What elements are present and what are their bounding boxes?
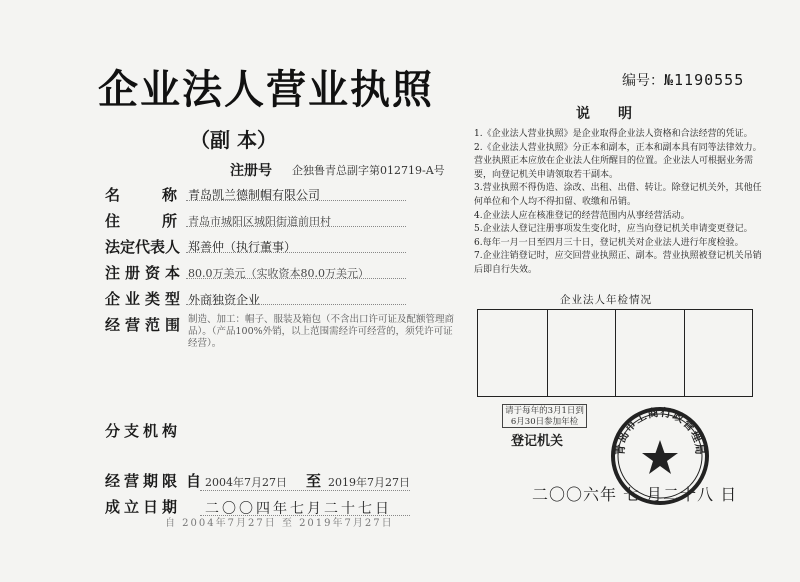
field-label-name: 名称 bbox=[105, 186, 220, 204]
license-title: 企业法人营业执照 bbox=[98, 67, 434, 113]
note-item: 1.《企业法人营业执照》是企业取得企业法人资格和合法经营的凭证。 bbox=[474, 129, 753, 139]
inspection-notice-stamp: 请于每年的3月1日到6月30日参加年检 bbox=[502, 404, 587, 428]
serial-number bbox=[622, 70, 744, 90]
note-item: 2.《企业法人营业执照》分正本和副本，正本和副本具有同等法律效力。营业执照正本应放在企业法人住所醒目的位置。企业法人可根据业务需要，向登记机关申请领取若干副本。 bbox=[474, 142, 762, 180]
period-from-word: 自 bbox=[186, 472, 202, 490]
field-label-business-scope: 经营范围 bbox=[105, 316, 186, 334]
field-underline bbox=[186, 252, 406, 253]
note-item: 4.企业法人应在核准登记的经营范围内从事经营活动。 bbox=[474, 210, 690, 221]
field-underline bbox=[186, 200, 406, 201]
registration-number: 企独鲁青总副字第012719-A号 bbox=[292, 164, 445, 177]
field-value-name: 青岛凯兰德制帽有限公司 bbox=[188, 188, 321, 202]
field-underline bbox=[186, 226, 406, 227]
field-value-capital: 80.0万美元（实收资本80.0万美元） bbox=[188, 267, 369, 280]
field-label-legal-rep: 法定代表人 bbox=[105, 238, 181, 256]
period-from-date: 2004年7月27日 bbox=[205, 476, 287, 489]
field-label-company-type: 企业类型 bbox=[105, 290, 186, 308]
registration-label: 注册号 bbox=[230, 163, 272, 179]
field-value-address: 青岛市城阳区城阳街道前田村 bbox=[188, 215, 331, 228]
note-item: 6.每年一月一日至四月三十日，登记机关对企业法人进行年度检验。 bbox=[474, 237, 744, 248]
period-to-word: 至 bbox=[306, 472, 322, 490]
note-item: 7.企业注销登记时，应交回营业执照正、副本。营业执照被登记机关吊销后即自行失效。 bbox=[474, 251, 762, 275]
period-to-date: 2019年7月27日 bbox=[328, 476, 410, 489]
field-value-legal-rep: 郑善仲（执行董事） bbox=[188, 240, 297, 254]
founded-date: 二〇〇四年七月二十七日 bbox=[205, 501, 392, 517]
field-value-company-type: 外商独资企业 bbox=[188, 293, 261, 307]
field-underline bbox=[186, 304, 406, 305]
operating-period-label: 经营期限 bbox=[105, 472, 182, 490]
registration-authority-label: 登记机关 bbox=[511, 434, 564, 449]
notes-title: 说明 bbox=[576, 106, 660, 122]
notes-list bbox=[474, 128, 764, 278]
annual-inspection-title: 企业法人年检情况 bbox=[560, 294, 652, 306]
serial-label: 编号： bbox=[622, 73, 664, 89]
bleed-through-text: 自 2004年7月27日 至 2019年7月27日 bbox=[165, 518, 394, 529]
annual-inspection-table bbox=[477, 309, 753, 397]
founded-label: 成立日期 bbox=[105, 498, 182, 516]
note-item: 5.企业法人登记注册事项发生变化时，应当向登记机关申请变更登记。 bbox=[474, 224, 753, 235]
inspection-cell bbox=[615, 310, 684, 396]
inspection-cell bbox=[547, 310, 616, 396]
field-value-business-scope: 制造、加工：帽子、服装及箱包（不含出口许可证及配额管理商品）。（产品100%外销，以上范围需经许可经营的，须凭许可证经营）。 bbox=[188, 314, 455, 349]
license-subtitle: （副 本） bbox=[190, 128, 277, 152]
issue-date: 二〇〇六年 七 月二十八 日 bbox=[532, 485, 738, 504]
field-label-address: 住所 bbox=[105, 212, 220, 230]
serial-value: №1190555 bbox=[664, 71, 745, 89]
branch-label: 分支机构 bbox=[105, 422, 182, 440]
field-underline bbox=[200, 490, 410, 491]
seal-star-icon bbox=[642, 440, 678, 474]
field-underline bbox=[186, 278, 406, 279]
inspection-cell bbox=[684, 310, 753, 396]
field-label-capital: 注册资本 bbox=[105, 264, 186, 282]
inspection-cell bbox=[478, 310, 547, 396]
note-item: 3.营业执照不得伪造、涂改、出租、出借、转让。除登记机关外，其他任何单位和个人均不得扣留、收缴和吊销。 bbox=[474, 183, 762, 207]
official-seal-icon bbox=[608, 404, 712, 508]
seal-text: 青岛市工商行政管理局 bbox=[613, 405, 707, 456]
